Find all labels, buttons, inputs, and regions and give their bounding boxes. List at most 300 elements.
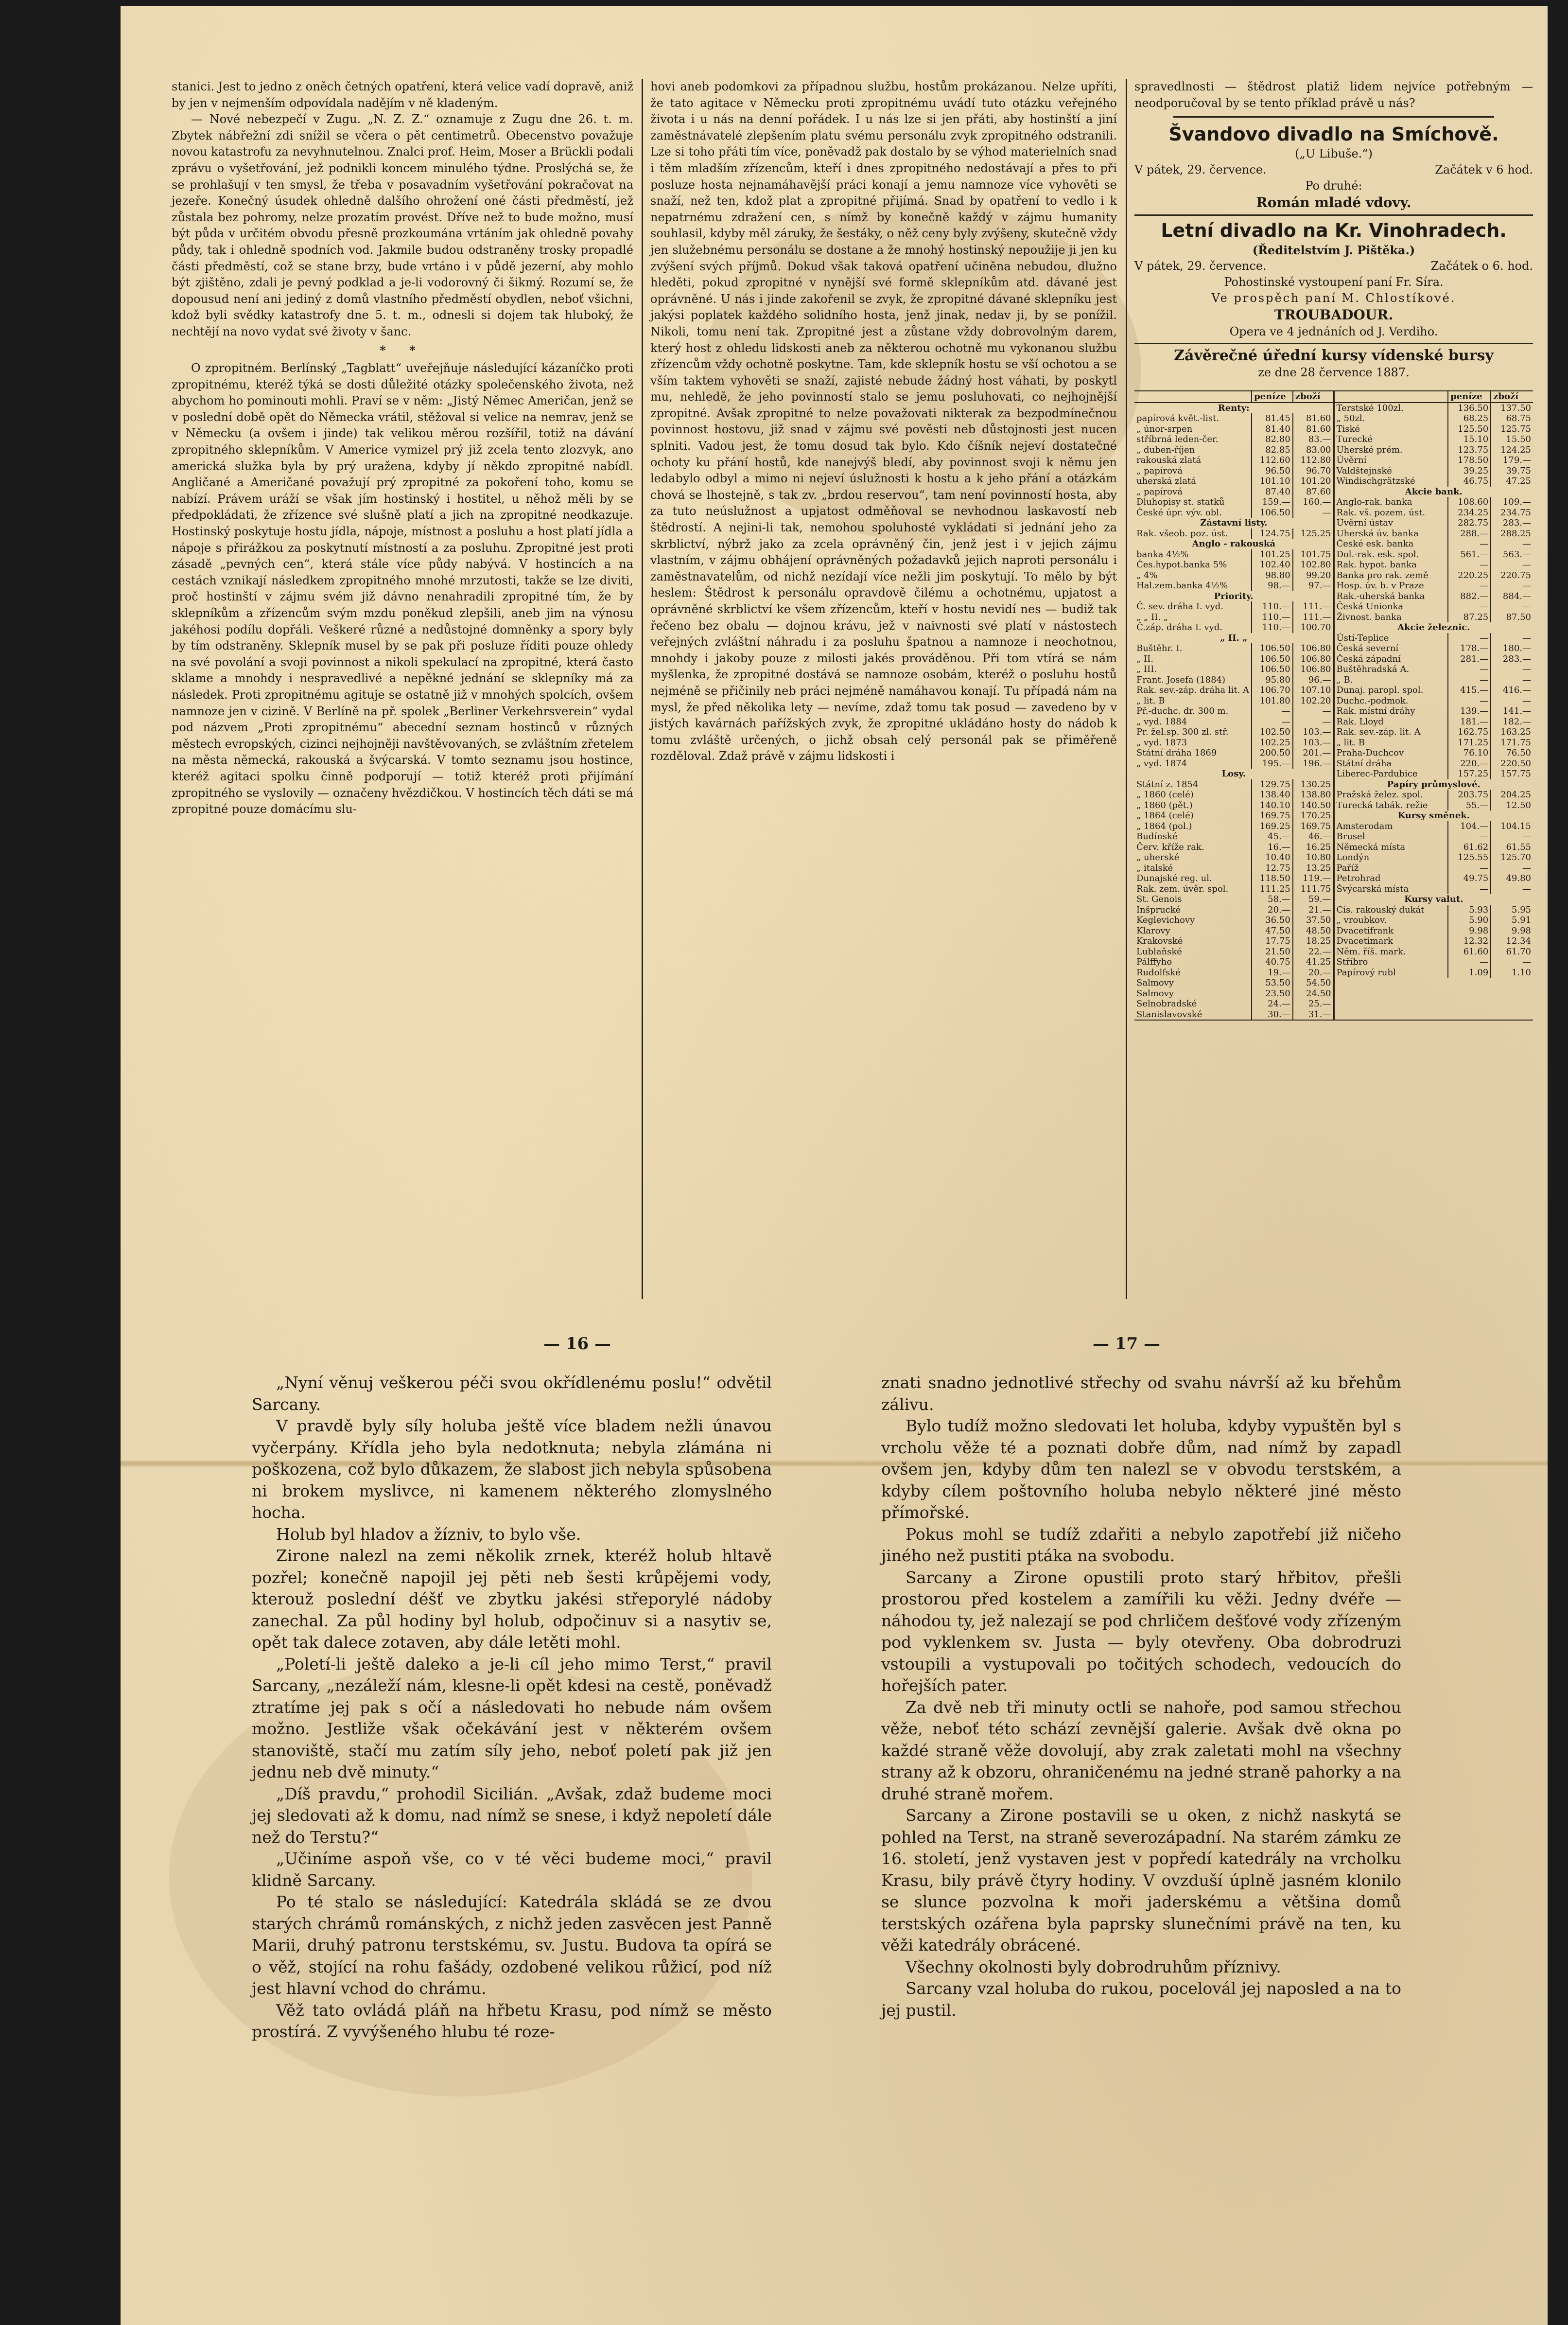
bursa-ask-value: 179.— bbox=[1491, 455, 1533, 466]
bursa-row bbox=[1335, 560, 1533, 570]
bursa-security-name: St. Genois bbox=[1136, 894, 1182, 905]
bursa-ask-value: 204.25 bbox=[1491, 790, 1533, 800]
bursa-row bbox=[1134, 696, 1333, 706]
bursa-bid-value: 36.50 bbox=[1252, 915, 1293, 926]
bursa-row bbox=[1335, 905, 1533, 916]
bursa-security-name: Dvacetifrank bbox=[1336, 925, 1394, 936]
bursa-ask-value: 141.— bbox=[1491, 706, 1533, 717]
bursa-bid-value: 61.62 bbox=[1448, 842, 1491, 853]
bursa-row bbox=[1134, 528, 1333, 539]
bursa-security-name: Anglo-rak. banka bbox=[1336, 497, 1412, 508]
bursa-row bbox=[1335, 884, 1533, 895]
bursa-security-name: Papírový rubl bbox=[1336, 967, 1396, 978]
paragraph: Sarcany a Zirone opustili proto starý hřbitov, přešli prostorou před kostelem a zamířili ku věži. Jedny dvéře — náhodou ty, jež nalezají se pod chrličem dešťové vody zřízeným pod vyklenkem sv. Justa — byly otevřeny. Oba dobrodruzi vstoupili a vystupovali po točitých schodech, vedoucích do hořejších pater. bbox=[881, 1568, 1401, 1695]
bursa-bid-value: 101.25 bbox=[1252, 549, 1293, 560]
bursa-row bbox=[1134, 434, 1333, 445]
bursa-security-name: „ vroubkov. bbox=[1336, 915, 1387, 926]
bursa-row bbox=[1335, 445, 1533, 456]
bursa-security-name: Uherská úv. banka bbox=[1336, 528, 1419, 539]
bursa-security-name: Paříž bbox=[1336, 863, 1359, 873]
paragraph: „Učiníme aspoň vše, co v té věci budeme moci,“ pravil klidně Sarcany. bbox=[252, 1849, 772, 1890]
bursa-ask-value: 54.50 bbox=[1293, 978, 1333, 988]
bursa-bid-value: 159.— bbox=[1252, 497, 1293, 508]
bursa-ask-value: 171.75 bbox=[1491, 738, 1533, 748]
bursa-bid-value: 124.75 bbox=[1252, 528, 1293, 539]
bursa-ask-value: 124.25 bbox=[1491, 445, 1533, 456]
bursa-bid-value: 106.50 bbox=[1252, 654, 1293, 665]
theatre-subtitle: („U Libuše.“) bbox=[1295, 147, 1373, 161]
bursa-row bbox=[1335, 842, 1533, 853]
bursa-bid-value: — bbox=[1448, 884, 1491, 895]
bursa-bid-value: — bbox=[1448, 664, 1491, 675]
bursa-security-name: Salmovy bbox=[1136, 988, 1174, 999]
bursa-row bbox=[1134, 873, 1333, 884]
bursa-row bbox=[1335, 717, 1533, 727]
bursa-ask-value: 16.25 bbox=[1293, 842, 1333, 853]
bursa-bid-value: 96.50 bbox=[1252, 466, 1293, 476]
bursa-ask-value: 220.50 bbox=[1491, 758, 1533, 769]
bursa-category: „ II. „ bbox=[1220, 633, 1248, 643]
bursa-row bbox=[1134, 936, 1333, 947]
divider bbox=[1134, 214, 1533, 216]
bursa-row bbox=[1335, 915, 1533, 926]
bursa-row bbox=[1134, 863, 1333, 874]
bursa-header-cell: zboží bbox=[1293, 391, 1333, 403]
bursa-row bbox=[1134, 978, 1333, 988]
section-separator: * * bbox=[380, 343, 425, 357]
paragraph: Holub byl hladov a žízniv, to bylo vše. bbox=[276, 1524, 581, 1544]
bursa-bid-value: 40.75 bbox=[1252, 957, 1293, 968]
bursa-row bbox=[1335, 685, 1533, 696]
bursa-ask-value: 107.10 bbox=[1293, 685, 1333, 696]
bursa-row bbox=[1335, 769, 1533, 779]
bursa-ask-value: 100.70 bbox=[1293, 622, 1333, 633]
bursa-ask-value: 130.25 bbox=[1293, 779, 1333, 790]
bursa-ask-value: 106.80 bbox=[1293, 643, 1333, 654]
bursa-row bbox=[1335, 738, 1533, 748]
bursa-bid-value: 15.10 bbox=[1448, 434, 1491, 445]
bursa-bid-value: 24.— bbox=[1252, 999, 1293, 1009]
bursa-security-name: „ papírová bbox=[1136, 486, 1183, 497]
bursa-bid-value: — bbox=[1448, 957, 1491, 968]
bursa-row bbox=[1134, 831, 1333, 842]
paragraph: „Poletí-li ještě daleko a je-li cíl jeho mimo Terst,“ pravil Sarcany, „nezáleží nám, klesne-li opět kdesi na cestě, poněvadž ztratíme jej pak s očí a následovati ho nebude nám ovšem možno. Jestliže však očekávání jest v některém ovšem stanoviště, stačí mu zatím síly jeho, neboť poletí pak již jen jednu neb dvě minuty.“ bbox=[252, 1654, 772, 1781]
bursa-row bbox=[1134, 905, 1333, 916]
bursa-bid-value: 39.25 bbox=[1448, 466, 1491, 476]
bursa-security-name: „ 50zl. bbox=[1336, 413, 1365, 424]
divider bbox=[1134, 343, 1533, 344]
divider bbox=[1173, 116, 1494, 118]
bursa-security-name: banka 4½% bbox=[1136, 549, 1189, 560]
bursa-security-name: Hosp. úv. b. v Praze bbox=[1336, 581, 1424, 591]
theatre-date: V pátek, 29. července. bbox=[1134, 259, 1267, 273]
column-3 bbox=[1134, 79, 1533, 1021]
bursa-row bbox=[1335, 727, 1533, 738]
bursa-security-name: Rak. zem. úvěr. spol. bbox=[1136, 883, 1229, 894]
bursa-security-name: Dluhopisy st. statků bbox=[1136, 497, 1225, 508]
bursa-ask-value: — bbox=[1491, 560, 1533, 570]
bursa-security-name: Rudolfské bbox=[1136, 967, 1181, 978]
bursa-ask-value: 101.75 bbox=[1293, 549, 1333, 560]
bursa-bid-value: 178.50 bbox=[1448, 455, 1491, 466]
bursa-row bbox=[1134, 675, 1333, 686]
bursa-security-name: Dunajské reg. ul. bbox=[1136, 873, 1212, 884]
bursa-ask-value: 99.20 bbox=[1293, 570, 1333, 581]
bursa-security-name: Rak. Lloyd bbox=[1336, 716, 1384, 727]
bursa-row bbox=[1134, 1009, 1333, 1020]
bursa-security-name: Keglevichovy bbox=[1136, 915, 1195, 926]
bursa-bid-value: 102.40 bbox=[1252, 560, 1293, 570]
novel-column-right bbox=[881, 1372, 1401, 2021]
bursa-bid-value: 110.— bbox=[1252, 612, 1293, 623]
bursa-bid-value: — bbox=[1448, 601, 1491, 612]
bursa-row bbox=[1134, 685, 1333, 696]
bursa-row bbox=[1335, 413, 1533, 424]
bursa-ask-value: 160.— bbox=[1293, 497, 1333, 508]
bursa-bid-value: 108.60 bbox=[1448, 497, 1491, 508]
bursa-bid-value: 138.40 bbox=[1252, 790, 1293, 800]
bursa-security-name: Česká Unionka bbox=[1336, 601, 1404, 612]
bursa-security-name: stříbrná leden-čer. bbox=[1136, 434, 1219, 445]
bursa-row bbox=[1134, 612, 1333, 623]
bursa-bid-value: 220.25 bbox=[1448, 570, 1491, 581]
bursa-security-name: Rak.-uherská banka bbox=[1336, 591, 1425, 601]
bursa-header-cell: peníze bbox=[1252, 391, 1293, 403]
bursa-bid-value: — bbox=[1448, 560, 1491, 570]
bursa-ask-value: 12.34 bbox=[1491, 936, 1533, 947]
bursa-row bbox=[1335, 957, 1533, 968]
bursa-ask-value: 1.10 bbox=[1491, 968, 1533, 978]
bursa-row bbox=[1134, 581, 1333, 591]
bursa-ask-value: 83.00 bbox=[1293, 445, 1333, 456]
theatre-note: Opera ve 4 jednáních od J. Verdiho. bbox=[1229, 325, 1438, 339]
bursa-security-name: „ italské bbox=[1136, 863, 1173, 873]
bursa-security-name: Turecké bbox=[1336, 434, 1373, 445]
theatre-name: Švandovo divadlo na Smíchově. bbox=[1168, 123, 1499, 145]
paragraph: Sarcany vzal holuba do rukou, pocelovál jej naposled a na to jej pustil. bbox=[881, 1979, 1401, 2020]
bursa-security-name: Banka pro rak. země bbox=[1336, 570, 1429, 581]
bursa-bid-value: 102.50 bbox=[1252, 727, 1293, 738]
theatre-start: Začátek o 6. hod. bbox=[1430, 259, 1533, 273]
bursa-row bbox=[1335, 748, 1533, 758]
bursa-row bbox=[1134, 790, 1333, 800]
bursa-row bbox=[1335, 570, 1533, 581]
column-rule bbox=[642, 79, 643, 1299]
bursa-ask-value: 9.98 bbox=[1491, 926, 1533, 936]
bursa-security-name: Inšprucké bbox=[1136, 904, 1181, 915]
bursa-row bbox=[1335, 476, 1533, 487]
bursa-security-name: Červ. kříže rak. bbox=[1136, 842, 1204, 852]
bursa-security-name: Amsterodam bbox=[1336, 821, 1393, 831]
bursa-security-name: Budínské bbox=[1136, 831, 1178, 842]
bursa-ask-value: 10.80 bbox=[1293, 852, 1333, 863]
bursa-security-name: „ vyd. 1873 bbox=[1136, 737, 1187, 748]
bursa-row bbox=[1134, 601, 1333, 612]
bursa-ask-value: 137.50 bbox=[1491, 403, 1533, 414]
bursa-ask-value: 46.— bbox=[1293, 831, 1333, 842]
bursa-bid-value: 10.40 bbox=[1252, 852, 1293, 863]
bursa-security-name: Frant. Josefa (1884) bbox=[1136, 674, 1226, 685]
bursa-ask-value: 61.55 bbox=[1491, 842, 1533, 853]
theatre-note: Ve prospěch paní M. Chlostíkové. bbox=[1211, 291, 1456, 305]
bursa-ask-value: 83.— bbox=[1293, 434, 1333, 445]
bursa-security-name: Selnobradské bbox=[1136, 999, 1197, 1009]
bursa-row bbox=[1335, 466, 1533, 476]
column-1 bbox=[172, 79, 633, 818]
bursa-ask-value: 180.— bbox=[1491, 643, 1533, 654]
bursa-bid-value: 112.60 bbox=[1252, 455, 1293, 466]
bursa-row bbox=[1335, 968, 1533, 978]
bursa-ask-value: 157.75 bbox=[1491, 769, 1533, 779]
bursa-security-name: Česká severní bbox=[1336, 643, 1399, 654]
bursa-ask-value: — bbox=[1491, 831, 1533, 842]
bursa-bid-value: 102.25 bbox=[1252, 738, 1293, 748]
bursa-ask-value: 112.80 bbox=[1293, 455, 1333, 466]
bursa-security-name: Dunaj. paropl. spol. bbox=[1336, 685, 1424, 696]
bursa-ask-value: 104.15 bbox=[1491, 821, 1533, 832]
paragraph: Bylo tudíž možno sledovati let holuba, kdyby vypuštěn byl s vrcholu věže té a poznati dobře dům, nad nímž by zapadl ovšem jen, kdyby dům ten nalezl se v obvodu terstském, a kdyby cílem poštovního holuba nebylo některé jiné město přímořské. bbox=[881, 1416, 1401, 1522]
bursa-ask-value: 31.— bbox=[1293, 1009, 1333, 1020]
bursa-row bbox=[1335, 675, 1533, 686]
bursa-bid-value: — bbox=[1448, 633, 1491, 644]
bursa-row bbox=[1134, 800, 1333, 811]
bursa-security-name: Windischgrätzské bbox=[1336, 476, 1415, 487]
bursa-ask-value: 87.50 bbox=[1491, 612, 1533, 623]
bursa-row bbox=[1335, 633, 1533, 644]
bursa-security-name: Petrohrad bbox=[1336, 873, 1381, 884]
bursa-bid-value: 106.50 bbox=[1252, 643, 1293, 654]
bursa-bid-value: 49.75 bbox=[1448, 873, 1491, 884]
bursa-ask-value: 49.80 bbox=[1491, 873, 1533, 884]
bursa-row bbox=[1335, 581, 1533, 591]
bursa-bid-value: 45.— bbox=[1252, 831, 1293, 842]
bursa-bid-value: 20.— bbox=[1252, 905, 1293, 916]
bursa-ask-value: 48.50 bbox=[1293, 926, 1333, 936]
bursa-bid-value: 68.25 bbox=[1448, 413, 1491, 424]
bursa-row bbox=[1134, 508, 1333, 518]
bursa-ask-value: 111.75 bbox=[1293, 884, 1333, 895]
bursa-security-name: „ 1864 (pol.) bbox=[1136, 821, 1192, 831]
paragraph: „Nyní věnuj veškerou péči svou okřídlenému poslu!“ odvětil Sarcany. bbox=[252, 1373, 772, 1414]
bursa-row bbox=[1335, 706, 1533, 717]
paragraph: Sarcany a Zirone postavili se u oken, z nichž naskytá se pohled na Terst, na straně severozápadní. Na starém zámku ze 16. století, jenž vystaven jest v popředí katedrály na vrcholku Krasu, bily právě čtyry hodiny. V ovzduší úplně jasném klonilo se slunce pozvolna k moři jaderskému a většina domů terstských ozářena byla paprsky slunečními právě na ten, ku věži katedrály obrácené. bbox=[881, 1806, 1401, 1955]
bursa-row bbox=[1134, 968, 1333, 978]
bursa-left-half bbox=[1134, 391, 1335, 1020]
bursa-row bbox=[1335, 622, 1533, 633]
bursa-ask-value: 103.— bbox=[1293, 727, 1333, 738]
bursa-security-name: Londýn bbox=[1336, 852, 1370, 863]
bursa-security-name: Č. sev. dráha I. vyd. bbox=[1136, 601, 1223, 612]
bursa-ask-value: 103.— bbox=[1293, 738, 1333, 748]
theatre-play: Román mladé vdovy. bbox=[1256, 194, 1411, 211]
bursa-security-name: Buštěhradská A. bbox=[1336, 664, 1410, 675]
bursa-row bbox=[1335, 664, 1533, 675]
bursa-row bbox=[1134, 487, 1333, 497]
bursa-ask-value: 106.80 bbox=[1293, 654, 1333, 665]
bursa-bid-value: 110.— bbox=[1252, 622, 1293, 633]
bursa-category: Kursy směnek. bbox=[1397, 810, 1470, 821]
bursa-security-name: Buštěhr. I. bbox=[1136, 643, 1183, 654]
bursa-ask-value: 81.60 bbox=[1293, 424, 1333, 435]
bursa-security-name: Cís. rakouský dukát bbox=[1336, 904, 1425, 915]
bursa-bid-value: 111.25 bbox=[1252, 884, 1293, 895]
bursa-header-row bbox=[1134, 391, 1333, 403]
bursa-bid-value: 106.50 bbox=[1252, 664, 1293, 675]
bursa-category: Papíry průmyslové. bbox=[1387, 779, 1481, 790]
bursa-security-name: Rak. sev.-záp. dráha lit. A bbox=[1136, 685, 1250, 696]
bursa-row bbox=[1335, 434, 1533, 445]
bursa-security-name: Č.záp. dráha I. vyd. bbox=[1136, 622, 1223, 633]
bursa-bid-value: 76.10 bbox=[1448, 748, 1491, 758]
bursa-ask-value: — bbox=[1491, 884, 1533, 895]
bursa-security-name: Liberec-Pardubice bbox=[1336, 769, 1418, 779]
bursa-security-name: Státní dráha 1869 bbox=[1136, 748, 1217, 758]
bursa-ask-value: 47.25 bbox=[1491, 476, 1533, 487]
paragraph: Věž tato ovládá pláň na hřbetu Krasu, pod nímž se město prostírá. Z vyvýšeného hlubu té roze- bbox=[252, 2000, 772, 2041]
bursa-security-name: Pr. žel.sp. 300 zl. stř. bbox=[1136, 727, 1229, 738]
bursa-category: Zástavní listy. bbox=[1200, 518, 1268, 528]
bursa-bid-value: 136.50 bbox=[1448, 403, 1491, 414]
bursa-ask-value: 138.80 bbox=[1293, 790, 1333, 800]
bursa-bid-value: 129.75 bbox=[1252, 779, 1293, 790]
bursa-security-name: Př.-duchc. dr. 300 m. bbox=[1136, 706, 1229, 717]
bursa-row bbox=[1134, 403, 1333, 414]
bursa-ask-value: 96.70 bbox=[1293, 466, 1333, 476]
bursa-ask-value: 61.70 bbox=[1491, 947, 1533, 957]
bursa-ask-value: 5.95 bbox=[1491, 905, 1533, 916]
bursa-ask-value: — bbox=[1491, 696, 1533, 706]
bursa-table bbox=[1134, 390, 1533, 1021]
bursa-ask-value: 102.20 bbox=[1293, 696, 1333, 706]
bursa-row bbox=[1335, 831, 1533, 842]
bursa-security-name: Valdštejnské bbox=[1336, 465, 1392, 476]
bursa-ask-value: 125.70 bbox=[1491, 852, 1533, 863]
bursa-ask-value: 87.60 bbox=[1293, 487, 1333, 497]
bursa-security-name: papírová květ.-list. bbox=[1136, 413, 1220, 424]
bursa-bid-value: 58.— bbox=[1252, 894, 1293, 905]
bursa-bid-value: 1.09 bbox=[1448, 968, 1491, 978]
bursa-ask-value: 125.25 bbox=[1293, 528, 1333, 539]
bursa-ask-value: 101.20 bbox=[1293, 476, 1333, 487]
bursa-security-name: Praha-Duchcov bbox=[1336, 748, 1404, 758]
bursa-row bbox=[1134, 810, 1333, 821]
bursa-security-name: „ uherské bbox=[1136, 852, 1180, 863]
bursa-row bbox=[1134, 727, 1333, 738]
bursa-bid-value: 95.80 bbox=[1252, 675, 1293, 686]
bursa-ask-value: 106.80 bbox=[1293, 664, 1333, 675]
bursa-security-name: Rak. všeob. poz. úst. bbox=[1136, 528, 1228, 539]
bursa-security-name: „ 1864 (celé) bbox=[1136, 810, 1194, 821]
bursa-row bbox=[1134, 779, 1333, 790]
bursa-ask-value: 13.25 bbox=[1293, 863, 1333, 874]
bursa-bid-value: — bbox=[1448, 675, 1491, 686]
bursa-bid-value: 12.32 bbox=[1448, 936, 1491, 947]
bursa-row bbox=[1335, 800, 1533, 811]
paragraph: Po té stalo se následující: Katedrála skládá se ze dvou starých chrámů románských, z nichž jeden zasvěcen jest Panně Marii, druhý patronu terstskému, sv. Justu. Budova ta opírá se o věž, stojící na rohu fašády, ozdobené velikou růžicí, pod níž jest hlavní vchod do chrámu. bbox=[252, 1892, 772, 1998]
bursa-row bbox=[1134, 957, 1333, 968]
bursa-category: Priority. bbox=[1214, 591, 1254, 601]
bursa-security-name: Salmovy bbox=[1136, 978, 1174, 988]
bursa-bid-value: 82.80 bbox=[1252, 434, 1293, 445]
bursa-security-name: „ III. bbox=[1136, 664, 1157, 675]
bursa-security-name: Stanislavovské bbox=[1136, 1009, 1202, 1020]
bursa-row bbox=[1134, 758, 1333, 769]
bursa-bid-value: 561.— bbox=[1448, 549, 1491, 560]
bursa-bid-value: 139.— bbox=[1448, 706, 1491, 717]
bursa-bid-value: — bbox=[1448, 831, 1491, 842]
page-number-right: — 17 — bbox=[1093, 1334, 1160, 1354]
bursa-ask-value: 24.50 bbox=[1293, 988, 1333, 999]
theatre-play: TROUBADOUR. bbox=[1274, 307, 1394, 323]
bursa-row bbox=[1134, 821, 1333, 832]
bursa-ask-value: — bbox=[1491, 601, 1533, 612]
bursa-ask-value: 76.50 bbox=[1491, 748, 1533, 758]
paragraph: stanici. Jest to jedno z oněch četných opatření, která velice vadí dopravě, aniž by jen v nejmenším odpovídala nadějím v ně kladeným. bbox=[172, 80, 633, 110]
bursa-security-name: Dvacetimark bbox=[1336, 936, 1393, 947]
paragraph: O zpropitném. Berlínský „Tagblatt“ uveřejňuje následující kázaníčko proti zpropitnému, kteréž týká se dosti důležité otázky společenského života, než abychom ho pominouti mohli. Praví se v něm: „Jistý Němec Američan, jenž se v poslední době opět do Německa vrátil, stěžoval si velice na nemrav, jenž se v Německu (a ovšem i jinde) tak velikou měrou rozšířil, totiž na dávání zpropitného sklepníkům. V Americe vymizel prý již zcela tento zlozvyk, ano americká služka byla by prý uražena, kdyby jí někdo zpropitné nabídl. Angličané a Američané považují prý zpropitné za pokoření toho, komu se nabízí. Právem uráží se však jím hostinský i hostitel, u něhož měli by se předpokládati, že zřízence své slušně platí a jich na zpropitné neodkazuje. Hostinský poskytuje hostu jídla, nápoje, místnost a posluhu a host platí jídla a nápoje s přirážkou za poskytnutí místností a za posluhu. Zpropitné jest proti zásadě „pevných cen“, která stále více půdy nabývá. V hostincích a na cestách vznikají následkem zpropitného mnohé mrzutosti, takže se lze diviti, proč hostinští v zájmu svém již dávno nenahradili zpropitné tím, že by sklepníkům a zřízencům svým mzdu poněkud zlepšili, aneb jim na výnosu jakéhosi podílu dopřáli. Veškeré různé a nedůstojné domněnky a spory byly by tím odstraněny. Sklepník musel by se pak při posluze říditi pouze ohledy na své povolání a svoji povinnost a nikoli spekulací na zpropitné, která často sklame a mnohdy i nespravedlivé a nepěkné jednání se sklepníky má za následek. Proti zpropitnému agituje se ostatně již v mnohých spolcích, ovšem namnoze jen v cizině. V Berlíně na př. spolek „Berliner Verkehrsverein“ vydal pod názvem „Proti zpropitnému“ abecední seznam hostinců v různých městech evropských, cizinci nejhojněji navštěvovaných, se zvláštním zřetelem na města německá, rakouská a švýcarská. V tomto seznamu jsou hostince, kteréž agitaci spolku činně podporují — totiž kteréž proti přijímání zpropitného se vyslovily — označeny hvězdičkou. V hostincích těch dáti se má zpropitné pouze domácímu slu- bbox=[172, 361, 633, 816]
bursa-row bbox=[1335, 926, 1533, 936]
bursa-row bbox=[1335, 539, 1533, 549]
bursa-ask-value: 169.75 bbox=[1293, 821, 1333, 832]
bursa-bid-value: 282.75 bbox=[1448, 518, 1491, 528]
bursa-row bbox=[1335, 601, 1533, 612]
bursa-bid-value: 46.75 bbox=[1448, 476, 1491, 487]
bursa-header bbox=[1134, 347, 1533, 381]
bursa-row bbox=[1134, 591, 1333, 602]
bursa-row bbox=[1134, 748, 1333, 758]
bursa-bid-value: 220.— bbox=[1448, 758, 1491, 769]
paragraph: Všechny okolnosti byly dobrodruhům příznivy. bbox=[906, 1957, 1281, 1976]
bursa-security-name: Rak. hypot. banka bbox=[1336, 560, 1417, 570]
newspaper-sheet bbox=[121, 6, 1548, 2325]
bursa-security-name: Lublaňské bbox=[1136, 946, 1182, 957]
bursa-row bbox=[1335, 947, 1533, 957]
bursa-left-table bbox=[1134, 391, 1333, 1020]
bursa-row bbox=[1134, 884, 1333, 895]
bursa-security-name: „ lit. B bbox=[1136, 695, 1165, 706]
paragraph: — Nové nebezpečí v Zugu. „N. Z. Z.“ oznamuje z Zugu dne 26. t. m. Zbytek nábřežní zdi snížil se včera o pět centimetrů. Obecenstvo považuje novou katastrofu za nevyhnutelnou. Znalci prof. Heim, Moser a Brückli podali zprávu o vyšetřování, jež podnikli koncem minulého týdne. Proslýchá se, že se prohlašují v ten smysl, že třeba v posavadním vyšetřování pokračovat na jezeře. Konečný úsudek ohledně dalšího ohrožení oné části předměstí, jež zůstala bez pohromy, nelze prozatím provést. Dříve než to bude možno, musí být půda v určitém obvodu přesně prozkoumána vrtáním jak ohledně povahy půdy, tak i ohledně spodních vod. Jakmile budou odstraněny trosky propadlé části předměstí, což se stane brzy, bude vrtáno i v půdě jezerní, aby mohlo být zjištěno, zdali je pevný podklad a je-li vodorovný či šikmý. Rozumí se, že dopousud není ani jediný z domů vlastního předměstí obydlen, neboť všichni, kdož byli svědky katastrofy dne 5. t. m., odnesli si dojem tak hluboký, že nechtějí na novo vydat své životy v šanc. bbox=[172, 112, 633, 338]
bursa-row bbox=[1335, 779, 1533, 790]
bursa-row bbox=[1335, 528, 1533, 539]
theatre-name: Letní divadlo na Kr. Vinohradech. bbox=[1161, 220, 1507, 242]
bursa-ask-value: 21.— bbox=[1293, 905, 1333, 916]
bursa-row bbox=[1335, 852, 1533, 863]
bursa-security-name: Státní dráha bbox=[1336, 758, 1392, 769]
bursa-bid-value: 104.— bbox=[1448, 821, 1491, 832]
bursa-bid-value: 21.50 bbox=[1252, 947, 1293, 957]
column-rule bbox=[1126, 79, 1127, 1299]
bursa-bid-value: 195.— bbox=[1252, 758, 1293, 769]
bursa-bid-value: — bbox=[1252, 706, 1293, 717]
bursa-bid-value: 288.— bbox=[1448, 528, 1491, 539]
bursa-row bbox=[1335, 643, 1533, 654]
theatre-date-row bbox=[1134, 258, 1533, 274]
bursa-ask-value: — bbox=[1491, 664, 1533, 675]
bursa-bid-value: — bbox=[1448, 696, 1491, 706]
bursa-bid-value: — bbox=[1448, 539, 1491, 549]
paragraph: Pokus mohl se tudíž zdařiti a nebylo zapotřebí již ničeho jiného než pustiti ptáka na svobodu. bbox=[881, 1524, 1401, 1565]
bursa-ask-value: 283.— bbox=[1491, 518, 1533, 528]
bursa-row bbox=[1335, 549, 1533, 560]
bursa-row bbox=[1335, 403, 1533, 414]
bursa-bid-value: 123.75 bbox=[1448, 445, 1491, 456]
theatre-date: V pátek, 29. července. bbox=[1134, 163, 1267, 177]
bursa-bid-value: — bbox=[1252, 717, 1293, 727]
bursa-bid-value: 181.— bbox=[1448, 717, 1491, 727]
bursa-ask-value: 41.25 bbox=[1293, 957, 1333, 968]
bursa-row bbox=[1335, 821, 1533, 832]
bursa-security-name: České esk. banka bbox=[1336, 539, 1414, 549]
